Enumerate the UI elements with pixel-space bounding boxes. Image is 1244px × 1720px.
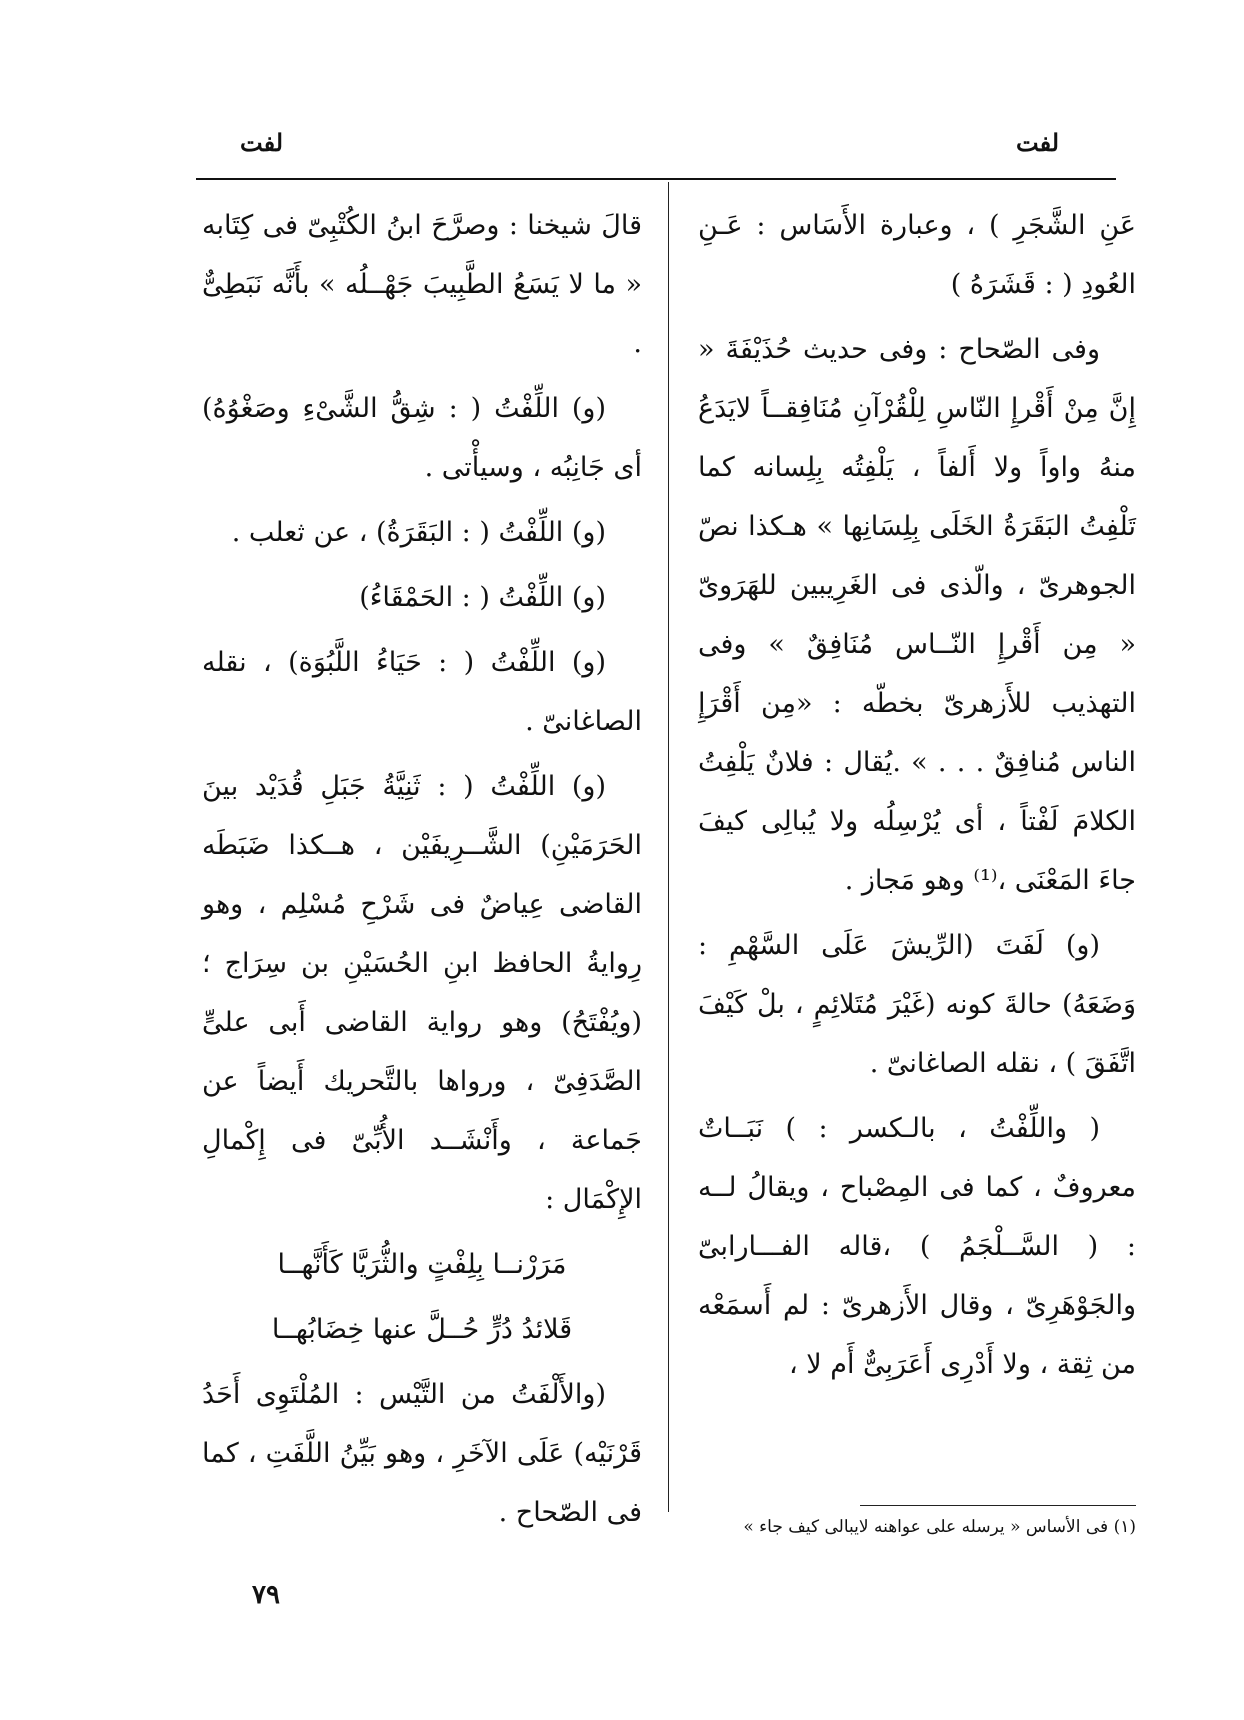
left-paragraph: (و) اللِّفْتُ ( : حَيَاءُ اللَّبُوَة) ، نقله الصاغانىّ .: [202, 647, 642, 737]
verse-line: مَرَرْنــا بِلِفْتٍ والثُّرَيَّا كَأَنَّهــا: [277, 1249, 567, 1280]
footnote-rule: [860, 1505, 1136, 1506]
right-paragraph: وفى الصّحاح : وفى حديث حُذَيْفَةَ « إِنَّ مِنْ أَقْرإِ النّاسِ لِلْقُرْآنِ مُنَافِقــاً لايَدَعُ منهُ واواً ولا أَلفاً ، يَلْفِتُه بِلِسانه كما تَلْفِتُ البَقَرَةُ الخَلَى بِلِسَانِها » هـكذا نصّ الجوهرىّ ، والّذى فى الغَرِيبين للهَرَوىّ « مِن أَقْرإِ النّــاس مُنَافِقٌ » وفى التهذيب للأَزهرىّ بخطّه : «مِن أَقْرَإِ الناس مُنافِقٌ . . . » .يُقال : فلانٌ يَلْفِتُ الكلامَ لَفْتاً ، أى يُرْسِلُه ولا يُبالِى كيفَ جاءَ المَعْنَى ،⁽¹⁾ وهو مَجاز .: [698, 334, 1136, 896]
right-paragraph: ( واللِّفْتُ ، بالـكسر : ) نَبَــاتٌ معروفٌ ، كما فى المِصْباح ، ويقالُ لــه : ( السَّــلْجَمُ ) ،قاله الفـــارابىّ والجَوْهَرِىّ ، وقال الأَزهرىّ : لم أَسمَعْه من ثِقة ، ولا أَدْرِى أَعَرَبِىٌّ أَم لا ،: [698, 1113, 1136, 1380]
right-paragraph: عَنِ الشَّجَرِ ) ، وعبارة الأَسَاس : عَـنِ العُودِ ( : قَشَرَهُ ): [698, 210, 1136, 300]
running-header-right: لفت: [1016, 128, 1060, 157]
running-header-left: لفت: [240, 128, 284, 157]
page-number: ٧٩: [252, 1580, 280, 1610]
left-paragraph: (و) اللِّفْتُ ( : ثَنِيَّةُ جَبَلِ قُدَيْد بينَ الحَرَمَيْنِ) الشَّــرِيفَيْن ، هــكذا ضَبَطَه القاضى عِياضٌ فى شَرْحِ مُسْلِم ، وهو رِوايةُ الحافظ ابنِ الحُسَيْنِ بن سِرَاج ؛ (ويُفْتَحُ) وهو رواية القاضى أَبى علىٍّ الصَّدَفِىّ ، ورواها بالتَّحريك أَيضاً عن جَماعة ، وأَنْشَــد الأُبِّىّ فى إِكْمالِ الإِكْمَال :: [202, 771, 642, 1215]
footnote: (١) فى الأساس « يرسله على عواهنه لايبالى كيف جاء »: [743, 1517, 1136, 1537]
left-paragraph: (و) اللِّفْتُ ( : الحَمْقَاءُ): [359, 582, 606, 613]
column-divider: [668, 182, 669, 1512]
left-paragraph: (و) اللِّفْتُ ( : البَقَرَةُ) ، عن ثعلب .: [231, 517, 606, 548]
header-rule: [196, 178, 1116, 180]
right-column: [698, 196, 1136, 1400]
left-paragraph: (و) اللِّفْتُ ( : شِقُّ الشَّىْءِ وصَغْوُهُ) أى جَانِبُه ، وسيأْتى .: [202, 393, 642, 483]
left-column: [202, 196, 642, 1548]
left-paragraph: (والأَلْفَتُ من التَّيْس : المُلْتَوِى أَحَدُ قَرْنَيْه) عَلَى الآخَرِ ، وهو بَيِّنُ اللَّفَتِ ، كما فى الصّحاح .: [202, 1379, 642, 1528]
left-paragraph: قالَ شيخنا : وصرَّحَ ابنُ الكُتْبِىّ فى كِتَابه « ما لا يَسَعُ الطَّبِيبَ جَهْــلُه » بأَنَّه نَبَطِىٌّ .: [202, 210, 642, 359]
verse-line: قَلائدُ دُرٍّ حُــلَّ عنها خِضَابُهــا: [271, 1314, 573, 1345]
right-paragraph: (و) لَفَتَ (الرِّيشَ عَلَى السَّهْمِ : وَضَعَهُ) حالةَ كونه (غَيْرَ مُتَلائِمٍ ، بلْ كَيْفَ اتَّفَقَ ) ، نقله الصاغانىّ .: [698, 930, 1136, 1079]
